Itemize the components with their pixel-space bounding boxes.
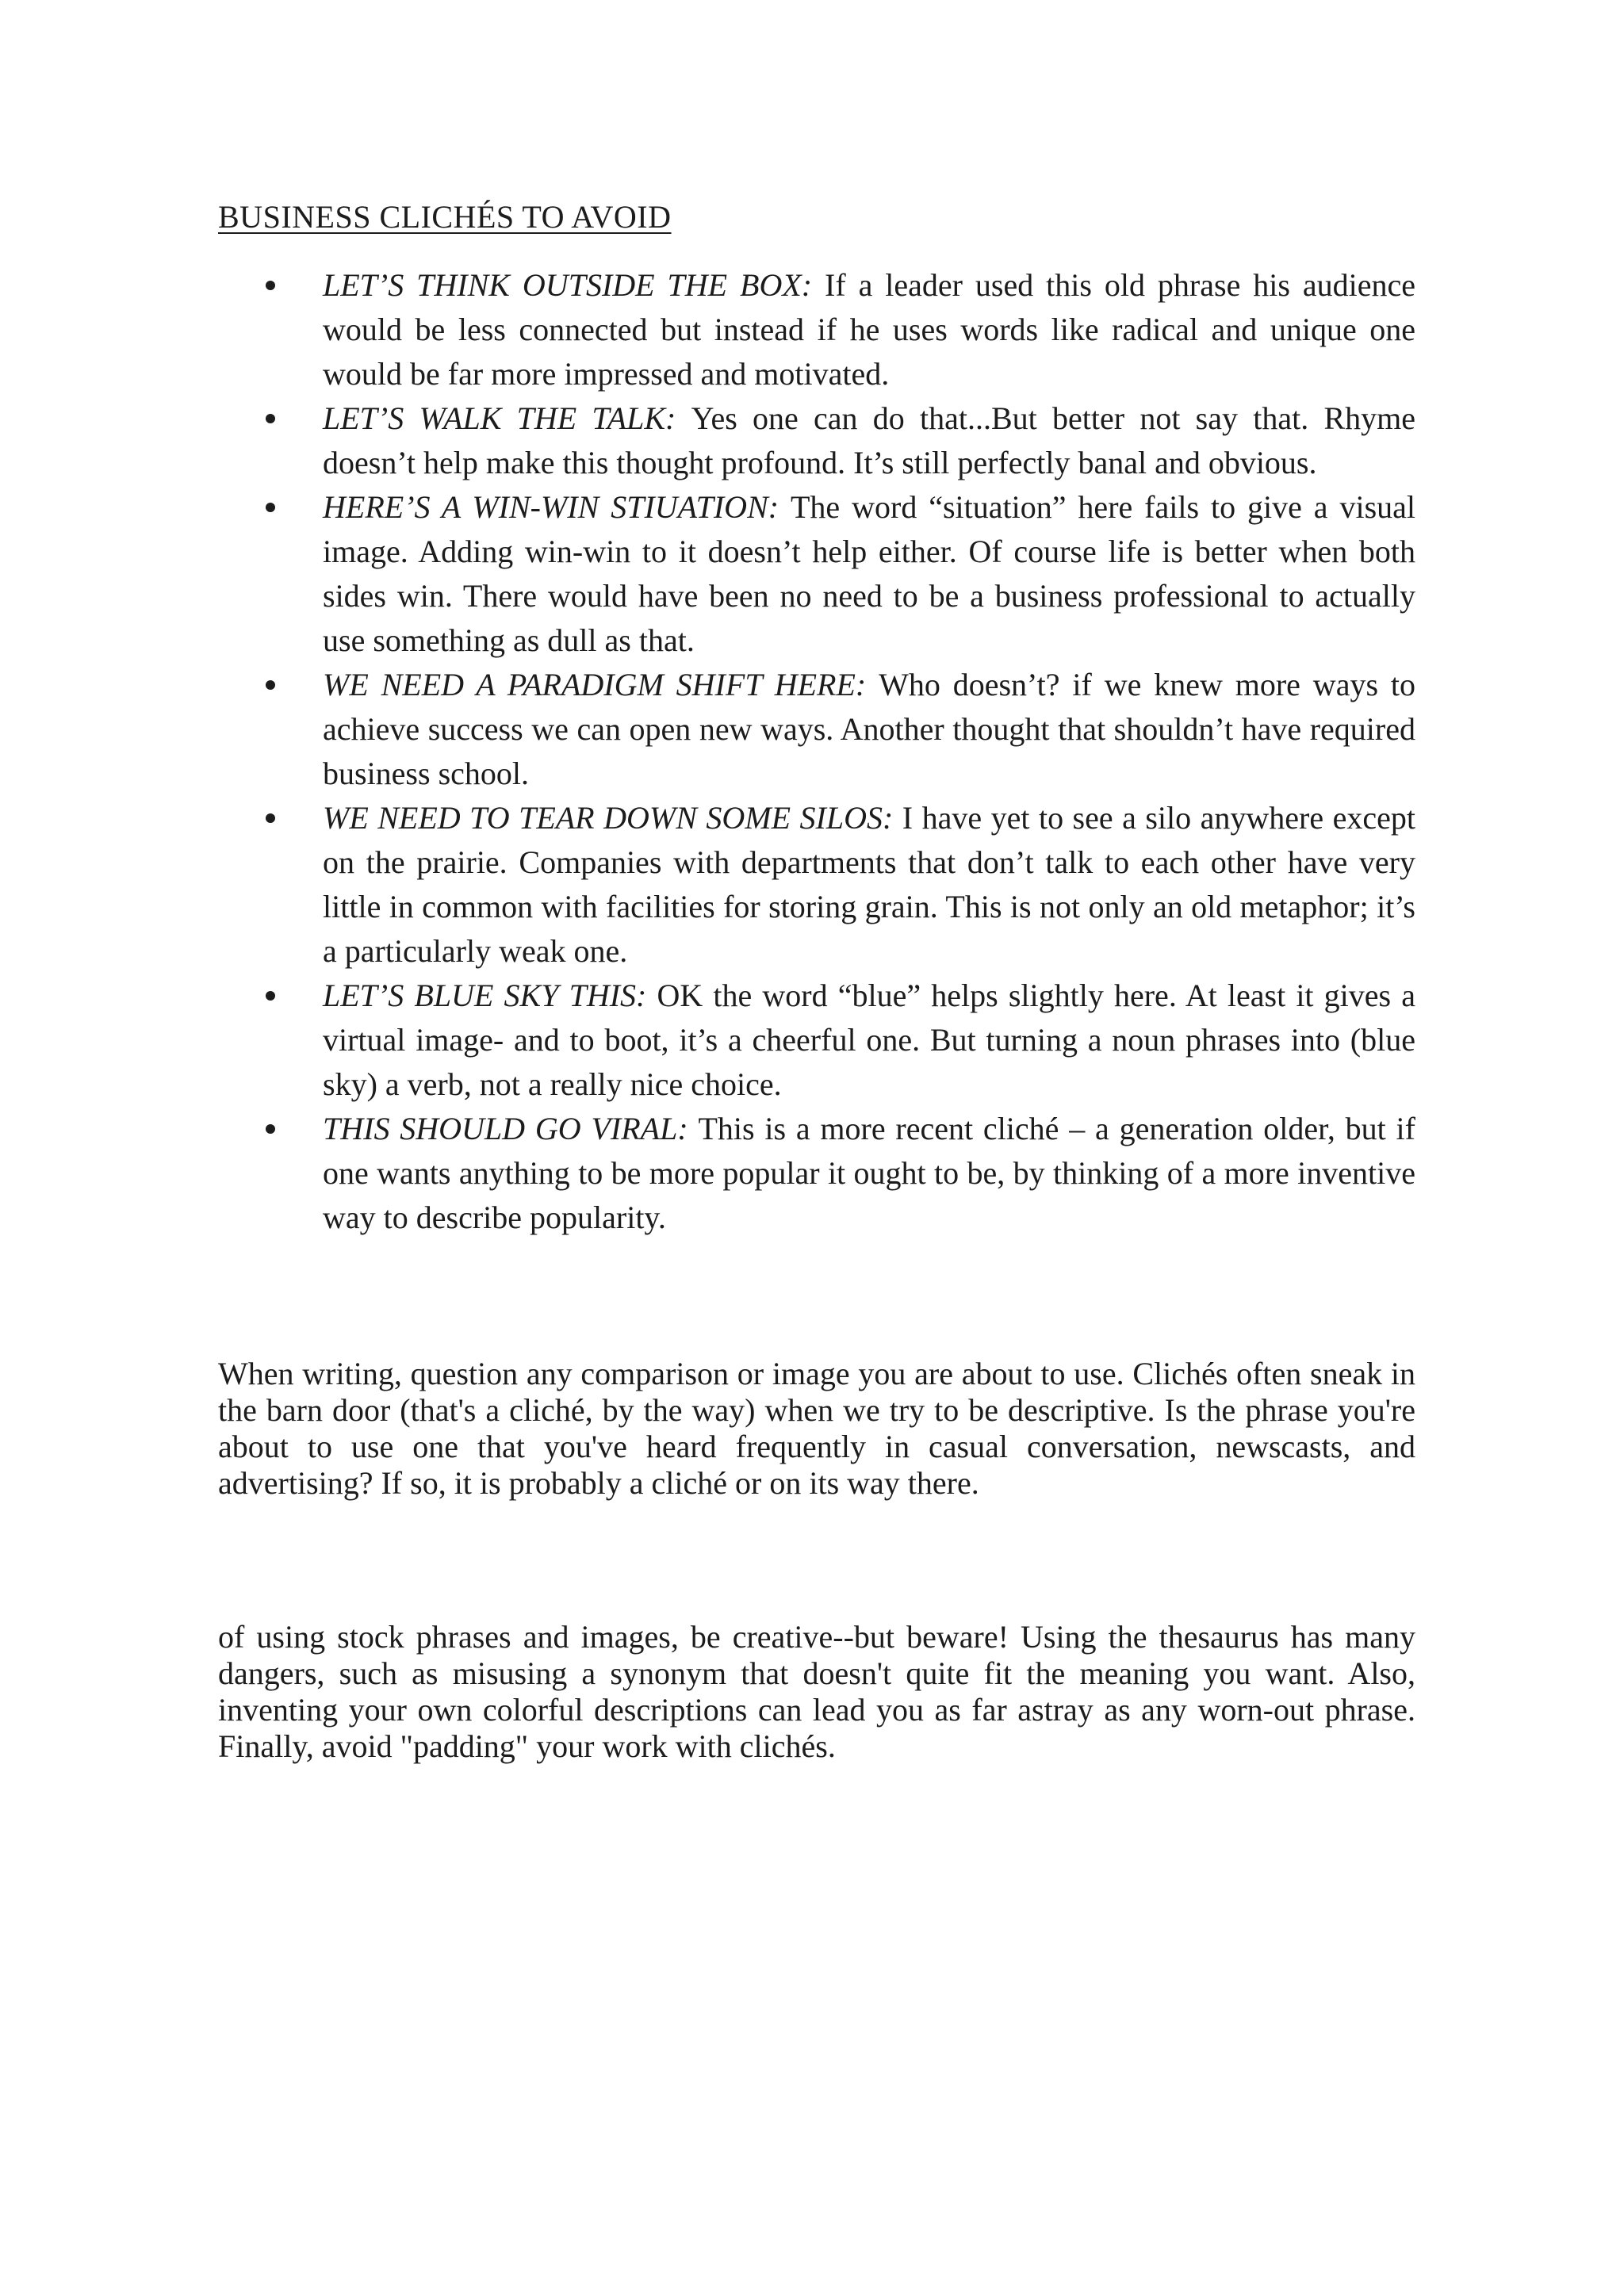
cliche-term: LET’S BLUE SKY THIS:: [323, 978, 657, 1013]
cliche-explanation: Who doesn’t? if we knew more ways to achieve success we can open new ways. Another thought that shouldn’t have required business school.: [323, 667, 1416, 791]
bullet-icon: [266, 414, 275, 423]
body-paragraph-2: of using stock phrases and images, be creative--but beware! Using the thesaurus has many dangers, such as misusing a synonym that doesn't quite fit the meaning you want. Also, inventing your own colorful descriptions can lead you as far astray as any worn-out phrase. Finally, avoid "padding" your work with clichés.: [218, 1619, 1415, 1764]
list-item: [218, 485, 1415, 663]
bullet-icon: [266, 1124, 275, 1134]
cliche-term: HERE’S A WIN-WIN STIUATION:: [323, 489, 791, 525]
cliche-explanation: The word “situation” here fails to give a visual image. Adding win-win to it doesn’t help either. Of course life is better when both sides win. There would have been no need to be a business professional to actually use something as dull as that.: [323, 489, 1416, 658]
cliche-explanation: Yes one can do that...But better not say that. Rhyme doesn’t help make this thought profound. It’s still perfectly banal and obvious.: [323, 400, 1415, 480]
list-item: [218, 663, 1415, 796]
cliche-explanation: OK the word “blue” helps slightly here. At least it gives a virtual image- and to boot, it’s a cheerful one. But turning a noun phrases into (blue sky) a verb, not a really nice choice.: [323, 978, 1416, 1102]
cliche-explanation: This is a more recent cliché – a generation older, but if one wants anything to be more popular it ought to be, by thinking of a more inventive way to describe popularity.: [323, 1111, 1415, 1235]
cliche-term: WE NEED A PARADIGM SHIFT HERE:: [323, 667, 879, 702]
cliche-list: [218, 263, 1415, 1240]
bullet-icon: [266, 680, 275, 690]
cliche-explanation: If a leader used this old phrase his audience would be less connected but instead if he uses words like radical and unique one would be far more impressed and motivated.: [323, 267, 1416, 392]
list-item: [218, 974, 1415, 1107]
cliche-term: LET’S THINK OUTSIDE THE BOX:: [323, 267, 825, 303]
cliche-term: THIS SHOULD GO VIRAL:: [323, 1111, 699, 1146]
bullet-icon: [266, 991, 275, 1001]
bullet-icon: [266, 503, 275, 512]
cliche-explanation: I have yet to see a silo anywhere except on the prairie. Companies with departments that don’t talk to each other have very little in common with facilities for storing grain. This is not only an old metaphor; it’s a particularly weak one.: [323, 800, 1415, 969]
bullet-icon: [266, 281, 275, 290]
list-item: [218, 796, 1415, 974]
cliche-term: LET’S WALK THE TALK:: [323, 400, 691, 436]
body-paragraph-1: When writing, question any comparison or image you are about to use. Clichés often sneak in the barn door (that's a cliché, by the way) when we try to be descriptive. Is the phrase you're about to use one that you've heard frequently in casual conversation, newscasts, and advertising? If so, it is probably a cliché or on its way there.: [218, 1356, 1415, 1501]
cliche-term: WE NEED TO TEAR DOWN SOME SILOS:: [323, 800, 902, 836]
list-item: [218, 263, 1415, 396]
bullet-icon: [266, 813, 275, 823]
list-item: [218, 1107, 1415, 1240]
document-heading: BUSINESS CLICHÉS TO AVOID: [218, 199, 672, 235]
list-item: [218, 396, 1415, 485]
